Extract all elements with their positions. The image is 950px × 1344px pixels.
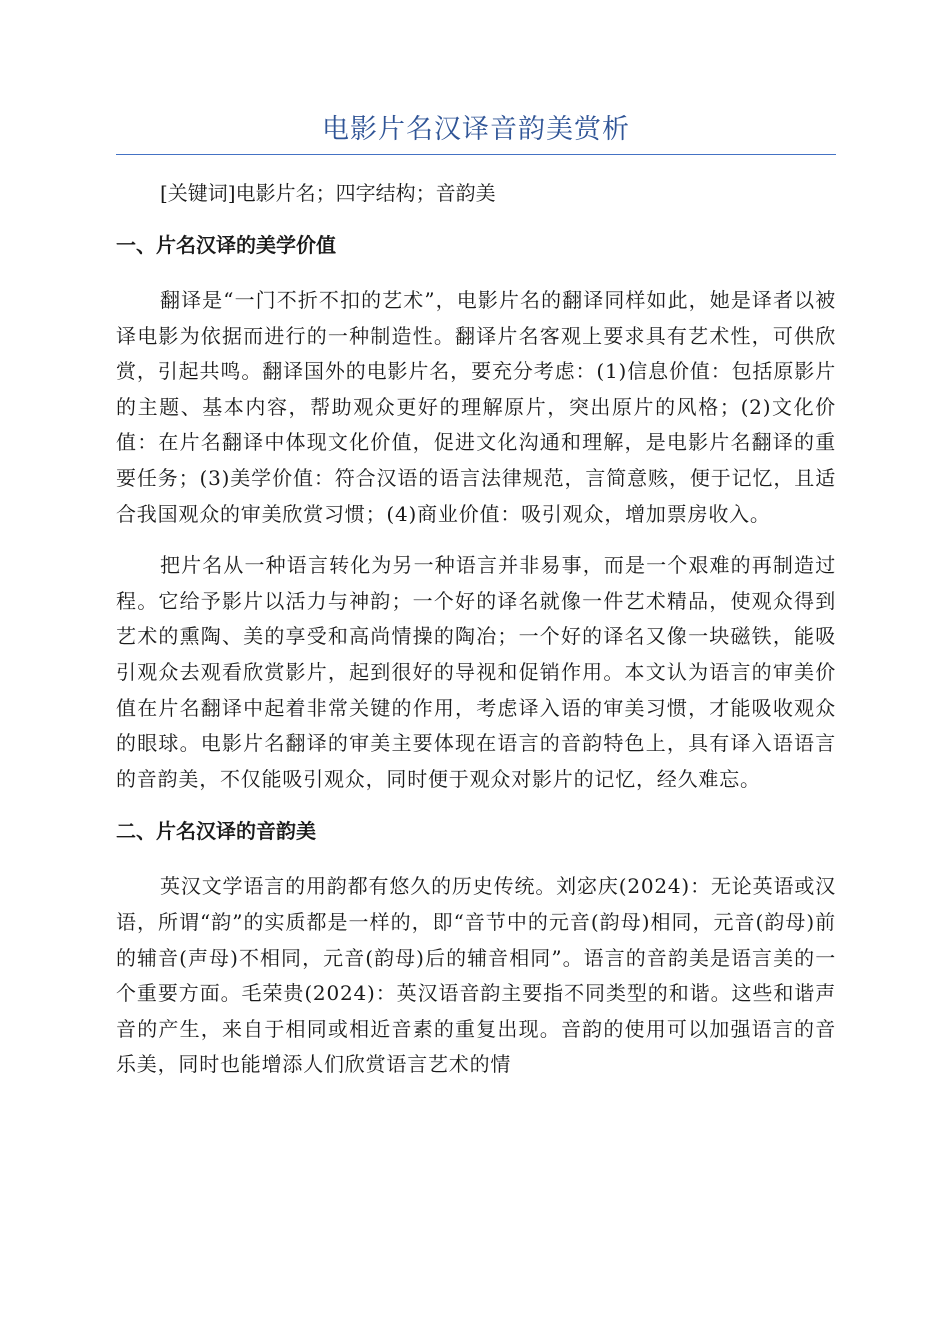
section-aesthetic-value xyxy=(116,227,836,797)
section-heading: 二、片名汉译的音韵美 xyxy=(116,819,316,844)
keywords-line: [关键词]电影片名；四字结构；音韵美 xyxy=(160,181,496,205)
document-title: 电影片名汉译音韵美赏析 xyxy=(116,108,836,155)
paragraph: 把片名从一种语言转化为另一种语言并非易事，而是一个艰难的再制造过程。它给予影片以活力与神韵；一个好的译名就像一件艺术精品，使观众得到艺术的熏陶、美的享受和高尚情操的陶冶；一个好的译名又像一块磁铁，能吸引观众去观看欣赏影片，起到很好的导视和促销作用。本文认为语言的审美价值在片名翻译中起着非常关键的作用，考虑译入语的审美习惯，才能吸收观众的眼球。电影片名翻译的审美主要体现在语言的音韵特色上，具有译入语语言的音韵美，不仅能吸引观众，同时便于观众对影片的记忆，经久难忘。 xyxy=(116,553,836,791)
section-heading: 一、片名汉译的美学价值 xyxy=(116,233,336,257)
document-page xyxy=(116,108,836,1083)
section-phonetic-beauty xyxy=(116,813,836,1083)
paragraph: 翻译是“一门不折不扣的艺术”，电影片名的翻译同样如此，她是译者以被译电影为依据而进行的一种制造性。翻译片名客观上要求具有艺术性，可供欣赏，引起共鸣。翻译国外的电影片名，要充分考虑：(1)信息价值：包括原影片的主题、基本内容，帮助观众更好的理解原片，突出原片的风格；(2)文化价值：在片名翻译中体现文化价值，促进文化沟通和理解，是电影片名翻译的重要任务；(3)美学价值：符合汉语的语言法律规范，言简意赅，便于记忆，且适合我国观众的审美欣赏习惯；(4)商业价值：吸引观众，增加票房收入。 xyxy=(116,288,836,526)
paragraph: 英汉文学语言的用韵都有悠久的历史传统。刘宓庆(2024)：无论英语或汉语，所谓“韵”的实质都是一样的，即“音节中的元音(韵母)相同，元音(韵母)前的辅音(声母)不相同，元音(韵母)后的辅音相同”。语言的音韵美是语言美的一个重要方面。毛荣贵(2024)：英汉语音韵主要指不同类型的和谐。这些和谐声音的产生，来自于相同或相近音素的重复出现。音韵的使用可以加强语言的音乐美，同时也能增添人们欣赏语言艺术的情 xyxy=(116,874,836,1077)
